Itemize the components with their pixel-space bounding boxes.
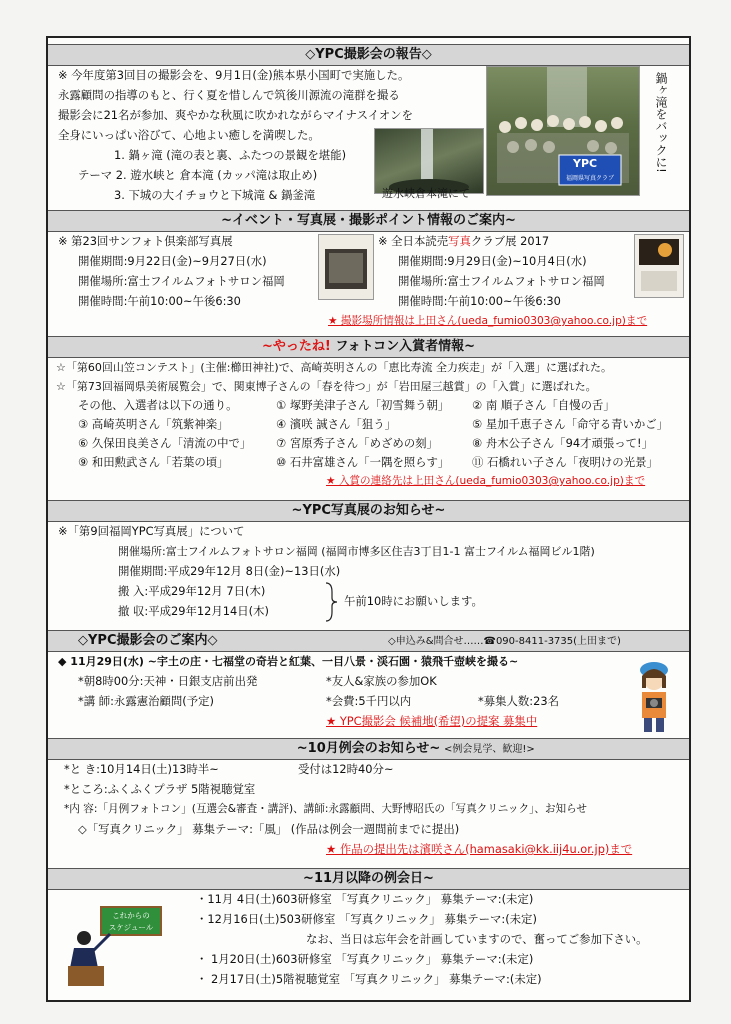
report-theme-3: 3. 下城の大イチョウと下城滝 & 鍋釜滝 — [114, 188, 316, 202]
october-clinic-theme: ◇「写真クリニック」 募集テーマ:「風」 (作品は例会一週間前までに提出) — [78, 822, 460, 836]
shoot-lecturer: *講 師:永露憲治顧問(予定) — [78, 694, 214, 708]
awards-contact: ★ 入賞の連絡先は上田さん(ueda_fumio0303@yahoo.co.jp)まで — [326, 475, 646, 487]
photographer-illustration — [628, 658, 680, 734]
october-submission-text: ★ 作品の提出先は濱咲さん(hamasaki@kk.iij4u.or.jp)まで — [326, 842, 633, 856]
exhibition-setup: 搬 入:平成29年12月 7日(木) — [118, 584, 266, 598]
event2-title-b: 写真 — [448, 234, 471, 248]
waterfall-photo — [374, 128, 484, 194]
report-line-1: ※ 今年度第3回目の撮影会を、9月1日(金)熊本県小国町で実施した。 — [58, 68, 410, 82]
event1-time: 開催時間:午前10:00~午後6:30 — [78, 294, 241, 308]
report-line-4: 全身にいっぱい浴びて、心地よい癒しを満喫した。 — [58, 128, 320, 142]
schedule-board-line-1: これからの — [112, 911, 150, 920]
shoot-proposal — [326, 714, 537, 729]
winner-5: ⑤ 星加千恵子さん「命守る青いかご」 — [472, 417, 669, 431]
award-line-1: ☆「第60回山笠コンテスト」(主催:櫛田神社)で、高崎英明さんの「恵比寿流 全力疾走」が「入選」に選ばれた。 — [56, 361, 612, 374]
exhibition-place: 開催場所:富士フイルムフォトサロン福岡 (福岡市博多区住吉3丁目1-1 富士フイルム福岡ビル1階) — [118, 545, 595, 558]
presenter-illustration — [66, 928, 116, 990]
october-note: <例会見学、歓迎!> — [444, 744, 535, 755]
event2-place: 開催場所:富士フイルムフォトサロン福岡 — [398, 274, 605, 288]
events-contact: ★ 撮影場所情報は上田さん(ueda_fumio0303@yahoo.co.jp)まで — [328, 315, 648, 327]
winner-2: ② 南 順子さん「自慢の舌」 — [472, 398, 615, 412]
event1-flyer — [318, 234, 374, 300]
schedule-row-2: ・12月16日(土)503研修室 「写真クリニック」 募集テーマ:(未定) — [196, 912, 537, 926]
award-line-2: ☆「第73回福岡県美術展覧会」で、関東博子さんの「春を待つ」が「岩田屋三越賞」の「入賞」に選ばれた。 — [56, 380, 597, 393]
shoot-contact: ◇申込み&問合せ……☎090-8411-3735(上田まで) — [388, 636, 621, 647]
october-when: *と き:10月14日(土)13時半~ — [64, 762, 219, 776]
winner-8: ⑧ 舟木公子さん「94才頑張って!」 — [472, 436, 653, 450]
awards-title-a: ~やったね! — [261, 339, 331, 354]
section-october-meeting-title: ~10月例会のお知らせ~ — [48, 738, 689, 760]
winner-6: ⑥ 久保田良美さん「清流の中で」 — [78, 436, 252, 450]
exhibition-time-note: 午前10時にお願いします。 — [344, 594, 483, 608]
winner-4: ④ 濱咲 誠さん「狙う」 — [276, 417, 396, 431]
schedule-row-4: ・ 2月17日(土)5階視聴覚室 「写真クリニック」 募集テーマ:(未定) — [196, 972, 542, 986]
report-line-2: 永露顧問の指導のもと、行く夏を惜しんで筑後川源流の滝群を撮る — [58, 88, 400, 102]
section-schedule-title: ~11月以降の例会日~ — [48, 868, 689, 890]
shoot-fee: *会費:5千円以内 — [326, 694, 412, 708]
brace — [324, 582, 338, 622]
event2-time: 開催時間:午前10:00~午後6:30 — [398, 294, 561, 308]
schedule-note: なお、当日は忘年会を計画していますので、奮ってご参加下さい。 — [306, 932, 648, 946]
ypc-banner-subtext: 福岡県写真クラブ — [565, 175, 614, 182]
event1-place: 開催場所:富士フイルムフォトサロン福岡 — [78, 274, 285, 288]
ypc-banner-text: YPC — [573, 157, 598, 170]
schedule-board-line-2: スケジュール — [108, 923, 154, 932]
october-where: *ところ:ふくふくプラザ 5階視聴覚室 — [64, 782, 256, 796]
shoot-guide-title: ◇YPC撮影会のご案内◇ — [78, 633, 218, 648]
exhibition-takedown: 撤 収:平成29年12月14日(木) — [118, 604, 269, 618]
event1-title: ※ 第23回サンフォト倶楽部写真展 — [58, 234, 233, 248]
report-theme-2: テーマ 2. 遊水峡と 倉本滝 (カッパ滝は取止め) — [78, 168, 318, 182]
award-line-3: その他、入選者は以下の通り。 — [78, 398, 238, 412]
section-awards-title — [48, 336, 689, 358]
october-content: *内 容:「月例フォトコン」(互選会&審査・講評)、講師:永露顧問、大野博昭氏の「写真クリニック」、お知らせ — [64, 803, 588, 815]
section-ypc-report-title: ◇YPC撮影会の報告◇ — [48, 44, 689, 66]
exhibition-line-1: ※「第9回福岡YPC写真展」について — [58, 524, 245, 538]
winner-9: ⑨ 和田勲武さん「若葉の頃」 — [78, 455, 229, 469]
shoot-capacity: *募集人数:23名 — [478, 694, 559, 708]
schedule-row-3: ・ 1月20日(土)603研修室 「写真クリニック」 募集テーマ:(未定) — [196, 952, 534, 966]
shoot-family: *友人&家族の参加OK — [326, 674, 437, 688]
report-line-3: 撮影会に21名が参加、爽やかな秋風に吹かれながらマイナスイオンを — [58, 108, 413, 122]
winner-1: ① 塚野美津子さん「初雪舞う朝」 — [276, 398, 450, 412]
winner-11: ⑪ 石橋れい子さん「夜明けの光景」 — [472, 455, 658, 469]
event2-period: 開催期間:9月29日(金)~10月4日(水) — [398, 254, 587, 268]
october-reception: 受付は12時40分~ — [298, 762, 394, 776]
group-photo — [486, 66, 640, 196]
october-submission — [326, 842, 632, 857]
schedule-row-1: ・11月 4日(土)603研修室 「写真クリニック」 募集テーマ:(未定) — [196, 892, 534, 906]
shoot-departure: *朝8時00分:天神・日銀支店前出発 — [78, 674, 258, 688]
exhibition-period: 開催期間:平成29年12月 8日(金)~13日(水) — [118, 564, 341, 578]
winner-10: ⑩ 石井富雄さん「一隅を照らす」 — [276, 455, 450, 469]
event2-title-c: クラブ展 2017 — [470, 234, 550, 248]
vertical-caption: 鍋ヶ滝をバックに! — [654, 72, 668, 173]
event1-period: 開催期間:9月22日(金)~9月27日(水) — [78, 254, 267, 268]
event2-title — [378, 234, 549, 249]
waterfall-caption: 遊水峡倉本滝にて — [382, 187, 470, 200]
event2-title-a: ※ 全日本読売 — [378, 234, 449, 248]
shoot-proposal-text: ★ YPC撮影会 候補地(希望)の提案 募集中 — [326, 714, 538, 728]
newsletter-sheet — [46, 36, 691, 1002]
awards-title-b: フォトコン入賞者情報~ — [335, 339, 476, 354]
section-events-title: ~イベント・写真展・撮影ポイント情報のご案内~ — [48, 210, 689, 232]
event2-flyer — [634, 234, 684, 298]
winner-3: ③ 高崎英明さん「筑紫神楽」 — [78, 417, 229, 431]
winner-7: ⑦ 宮原秀子さん「めざめの刻」 — [276, 436, 438, 450]
shoot-headline: ◆ 11月29日(水) ~宇土の庄・七福堂の奇岩と紅葉、一目八景・渓石園・猿飛千壺峡を撮る~ — [58, 655, 519, 668]
report-theme-1: 1. 鍋ヶ滝 (滝の表と裏、ふたつの景観を堪能) — [114, 148, 347, 162]
section-exhibition-title: ~YPC写真展のお知らせ~ — [48, 500, 689, 522]
